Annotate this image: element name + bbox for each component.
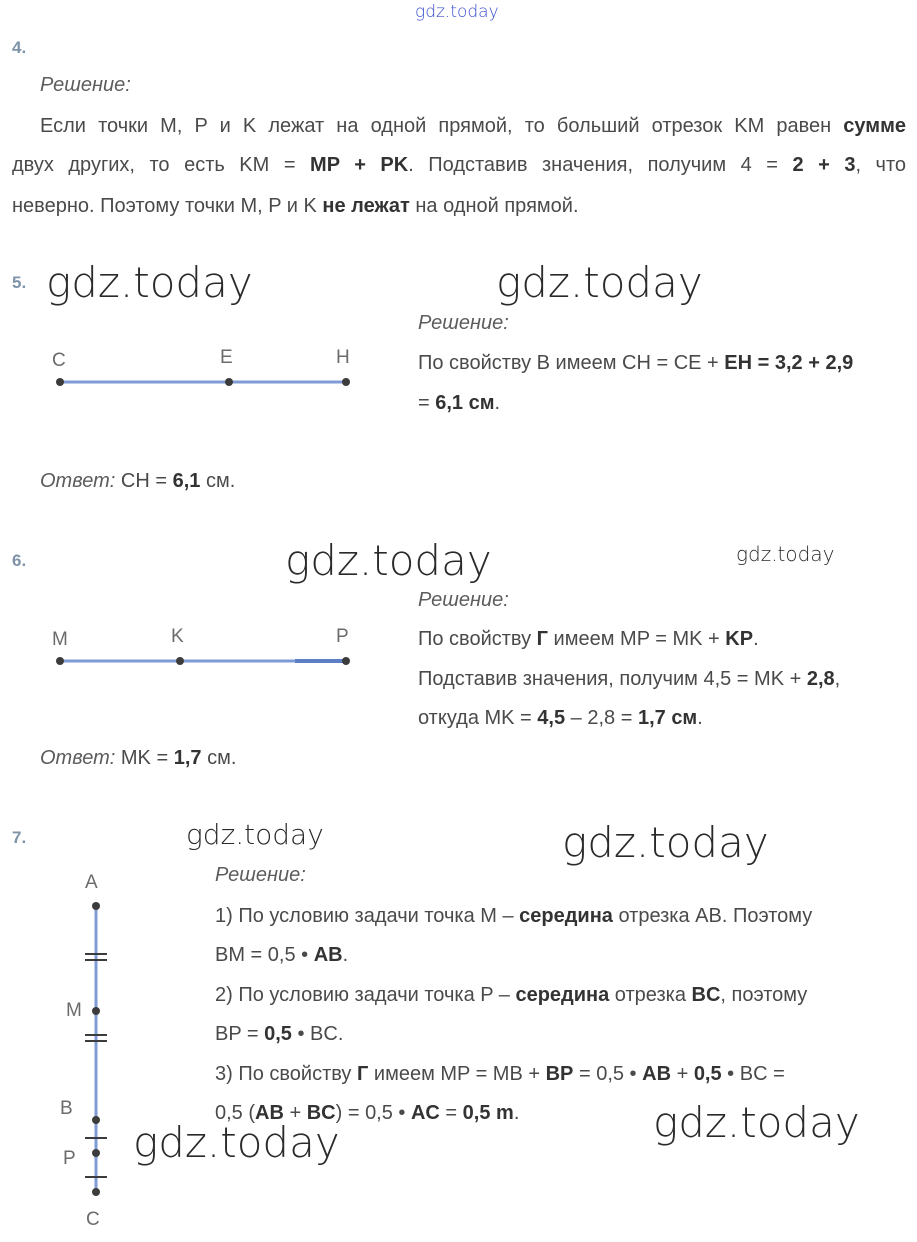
label-point-b: B [60,1098,73,1119]
watermark: gdz.today [653,1098,860,1147]
point-p [92,1149,100,1157]
task-4-line-3: неверно. Поэтому точки M, P и K не лежат на одной прямой. [12,195,579,217]
task-5-line-2: = 6,1 см. [418,392,501,414]
task-6-line-2: Подставив значения, получим 4,5 = MK + 2,8, [418,668,841,690]
label-point-k: K [171,626,184,647]
watermark: gdz.today [46,258,253,307]
task-5-number: 5. [12,273,27,292]
label-point-a: A [85,872,98,893]
task-6-line-1: По свойству Г имеем MP = MK + KP. [418,628,759,650]
point-c [56,378,64,386]
label-point-h: H [336,347,350,368]
task-6-line-3: откуда MK = 4,5 – 2,8 = 1,7 см. [418,707,703,729]
task-7-line-5: 3) По свойству Г имеем MP = MB + BP = 0,5 • AB + 0,5 • BC = [215,1063,785,1085]
watermark: gdz.today [736,542,835,566]
point-c [92,1188,100,1196]
task-7-line-6: 0,5 (AB + BC) = 0,5 • AC = 0,5 m. [215,1102,520,1124]
task-4-line-2: двух других, то есть KM = MP + PK. Подставив значения, получим 4 = 2 + 3, что [12,154,907,176]
point-p [342,657,350,665]
point-m [56,657,64,665]
watermark-top: gdz.today [415,2,499,22]
task-7-line-4: BP = 0,5 • BC. [215,1023,344,1045]
task-6-number: 6. [12,551,27,570]
task-4-number: 4. [12,38,27,57]
task-5-solution-label: Решение: [418,312,509,334]
label-point-p: P [336,626,349,647]
label-point-p: P [63,1148,76,1169]
task-5-answer: Ответ: CH = 6,1 см. [40,470,236,492]
watermark: gdz.today [186,818,324,851]
label-point-e: E [220,347,233,368]
task-7-line-2: BM = 0,5 • AB. [215,944,349,966]
watermark: gdz.today [285,536,492,585]
point-b [92,1116,100,1124]
label-point-m: M [66,1000,82,1021]
task-7-line-1: 1) По условию задачи точка M – середина отрезка AB. Поэтому [215,905,813,927]
watermark: gdz.today [562,818,769,867]
watermark: gdz.today [133,1118,340,1167]
task-6-answer: Ответ: MK = 1,7 см. [40,747,237,769]
task-5-line-1: По свойству В имеем CH = CE + EH = 3,2 + 2,9 [418,352,854,374]
watermark: gdz.today [496,258,703,307]
label-point-c: C [86,1209,100,1230]
point-h [342,378,350,386]
task-7-solution-label: Решение: [215,864,306,886]
task-4-line-1: Если точки M, P и K лежат на одной прямой, то больший отрезок KM равен сумме [40,115,906,137]
label-point-c: C [52,350,66,371]
label-point-m: M [52,629,68,650]
point-e [225,378,233,386]
task-7-line-3: 2) По условию задачи точка P – середина отрезка BC, поэтому [215,984,808,1006]
task-7-number: 7. [12,828,27,847]
point-m [92,1007,100,1015]
task-4-solution-label: Решение: [40,74,131,96]
point-k [176,657,184,665]
point-a [92,902,100,910]
task-6-solution-label: Решение: [418,589,509,611]
